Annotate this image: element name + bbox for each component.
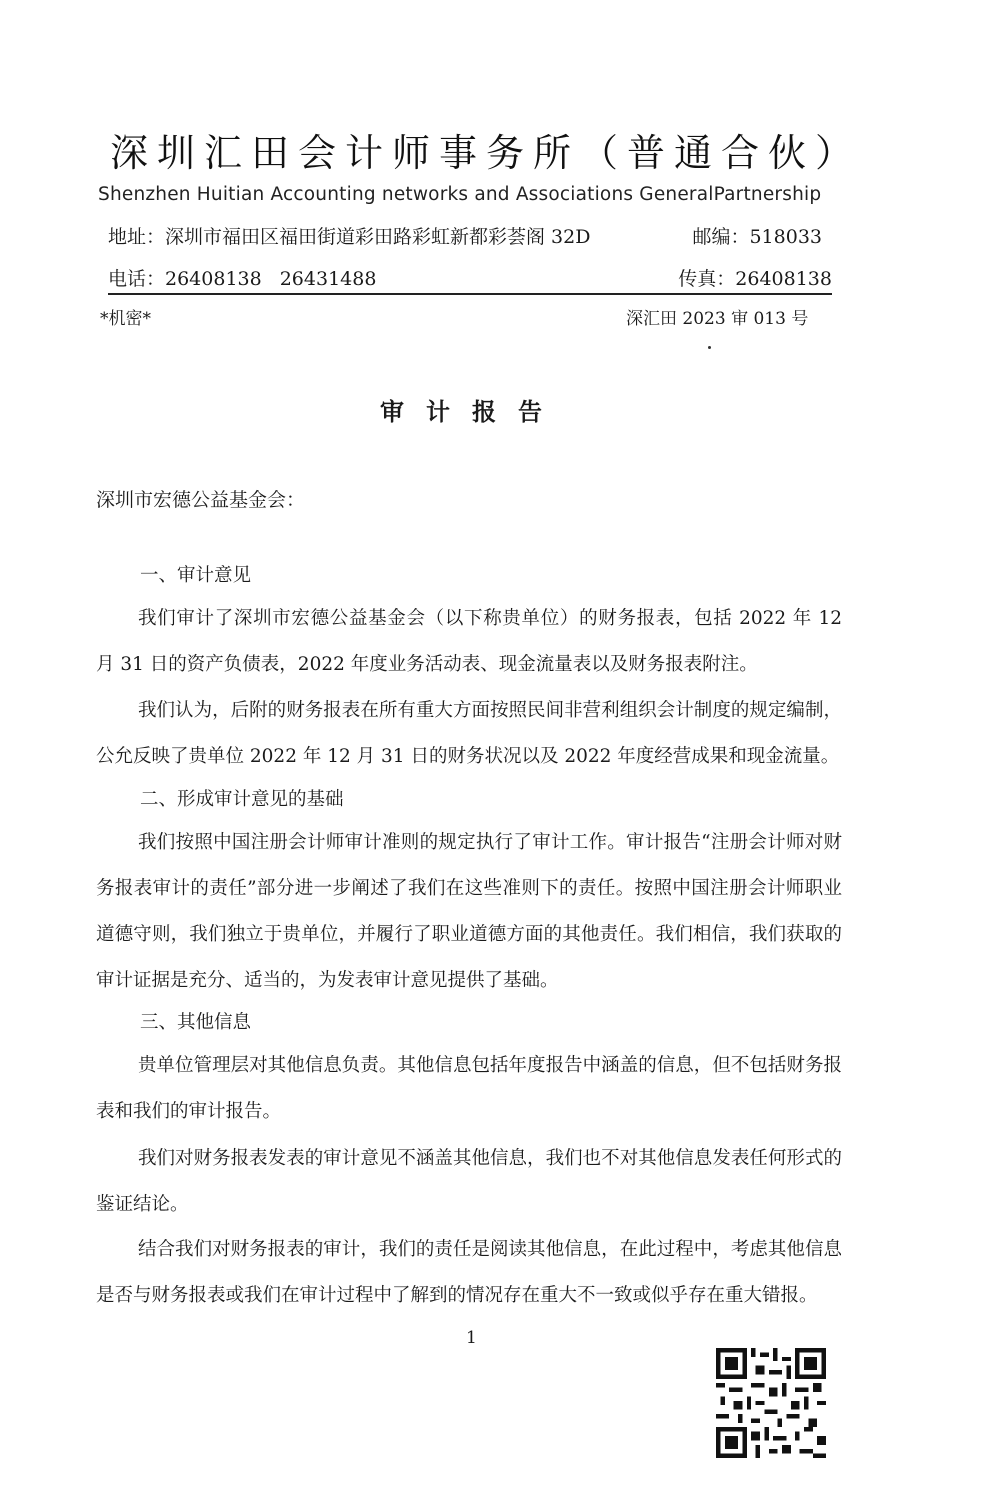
report-number: 深汇田 2023 审 013 号: [626, 309, 809, 329]
addressee: 深圳市宏德公益基金会：: [96, 489, 306, 511]
page-number: 1: [466, 1328, 477, 1348]
section-1-heading: 一、审计意见: [140, 565, 252, 586]
page-title: 审计报告: [380, 398, 564, 426]
section-2-paragraph-1: 我们按照中国注册会计师审计准则的规定执行了审计工作。审计报告“注册会计师对财务报表审计的责任”部分进一步阐述了我们在这些准则下的责任。按照中国注册会计师职业道德守则，我们独立于贵单位，并履行了职业道德方面的其他责任。我们相信，我们获取的审计证据是充分、适当的，为发表审计意见提供了基础。: [96, 832, 842, 991]
stray-dot: [708, 346, 711, 349]
phone-number: 电话：26408138: [108, 268, 262, 290]
firm-name-en: Shenzhen Huitian Accounting networks and Associations GeneralPartnership: [98, 184, 822, 205]
section-1-paragraph-2: 我们认为，后附的财务报表在所有重大方面按照民间非营利组织会计制度的规定编制，公允反映了贵单位 2022 年 12 月 31 日的财务状况以及 2022 年度经营成果和现金流量。: [96, 700, 842, 767]
qr-code-icon: [716, 1348, 826, 1458]
section-3-paragraph-3: 结合我们对财务报表的审计，我们的责任是阅读其他信息，在此过程中，考虑其他信息是否与财务报表或我们在审计过程中了解到的情况存在重大不一致或似乎存在重大错报。: [96, 1239, 842, 1306]
phone-row: [108, 264, 832, 295]
section-2-heading: 二、形成审计意见的基础: [140, 789, 344, 810]
phone-number-2: 26431488: [279, 268, 377, 290]
section-3-paragraph-2: 我们对财务报表发表的审计意见不涵盖其他信息，我们也不对其他信息发表任何形式的鉴证结论。: [96, 1148, 842, 1215]
confidential-mark: *机密*: [100, 309, 151, 329]
firm-name-cn: 深圳汇田会计师事务所（普通合伙）: [110, 131, 863, 175]
address-text: 地址：深圳市福田区福田街道彩田路彩虹新都彩荟阁 32D: [108, 226, 591, 248]
section-3-paragraph-1: 贵单位管理层对其他信息负责。其他信息包括年度报告中涵盖的信息，但不包括财务报表和我们的审计报告。: [96, 1055, 842, 1122]
section-1-paragraph-1: 我们审计了深圳市宏德公益基金会（以下称贵单位）的财务报表，包括 2022 年 12 月 31 日的资产负债表，2022 年度业务活动表、现金流量表以及财务报表附注。: [96, 608, 842, 675]
postal-code: 邮编：518033: [692, 226, 822, 248]
section-3-heading: 三、其他信息: [140, 1012, 252, 1033]
address-row: [108, 222, 830, 249]
fax-number: 传真：26408138: [678, 268, 832, 290]
